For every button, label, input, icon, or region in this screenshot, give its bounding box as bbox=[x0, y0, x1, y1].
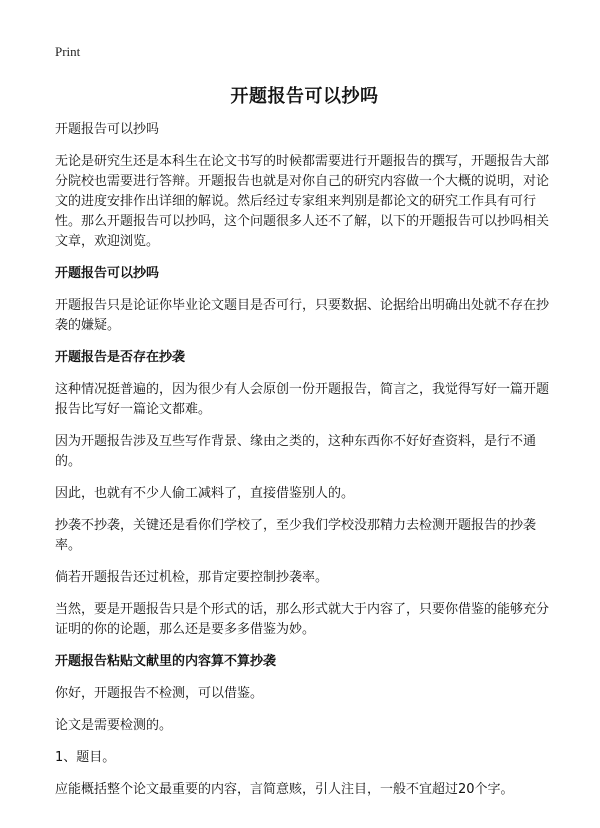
print-link[interactable]: Print bbox=[55, 44, 81, 59]
paragraph: 开题报告只是论证你毕业论文题目是否可行，只要数据、论据给出明确出处就不存在抄袭的嫌疑。 bbox=[55, 298, 550, 333]
paragraph: 开题报告可以抄吗 bbox=[55, 122, 160, 137]
paragraph: 论文是需要检测的。 bbox=[55, 718, 173, 733]
paragraph: 应能概括整个论文最重要的内容，言简意赅，引人注目，一般不宜超过20个字。 bbox=[55, 782, 514, 797]
document-title: 开题报告可以抄吗 bbox=[230, 86, 379, 107]
paragraph: 倘若开题报告还过机检，那肯定要控制抄袭率。 bbox=[55, 570, 329, 585]
paragraph: 1、题目。 bbox=[55, 750, 116, 765]
paragraph: 因为开题报告涉及互些写作背景、缘由之类的，这种东西你不好好查资料，是行不通的。 bbox=[55, 434, 537, 469]
paragraph: 这种情况挺普遍的，因为很少有人会原创一份开题报告，简言之，我觉得写好一篇开题报告比写好一篇论文都难。 bbox=[55, 382, 550, 417]
section-heading: 开题报告粘贴文献里的内容算不算抄袭 bbox=[55, 654, 277, 669]
paragraph: 当然，要是开题报告只是个形式的话，那么形式就大于内容了，只要你借鉴的能够充分证明的你的论题，那么还是要多多借鉴为妙。 bbox=[55, 602, 550, 637]
section-heading: 开题报告可以抄吗 bbox=[55, 266, 160, 281]
document-body bbox=[55, 120, 554, 800]
paragraph: 无论是研究生还是本科生在论文书写的时候都需要进行开题报告的撰写，开题报告大部分院校也需要进行答辩。开题报告也就是对你自己的研究内容做一个大概的说明，对论文的进度安排作出详细的解说。然后经过专家组来判别是都论文的研究工作具有可行性。那么开题报告可以抄吗，这个问题很多人还不了解，以下的开题报告可以抄吗相关文章，欢迎浏览。 bbox=[55, 154, 550, 249]
paragraph: 抄袭不抄袭，关键还是看你们学校了，至少我们学校没那精力去检测开题报告的抄袭率。 bbox=[55, 518, 537, 553]
paragraph: 因此，也就有不少人偷工减料了，直接借鉴别人的。 bbox=[55, 486, 355, 501]
paragraph: 你好，开题报告不检测，可以借鉴。 bbox=[55, 686, 264, 701]
section-heading: 开题报告是否存在抄袭 bbox=[55, 350, 186, 365]
